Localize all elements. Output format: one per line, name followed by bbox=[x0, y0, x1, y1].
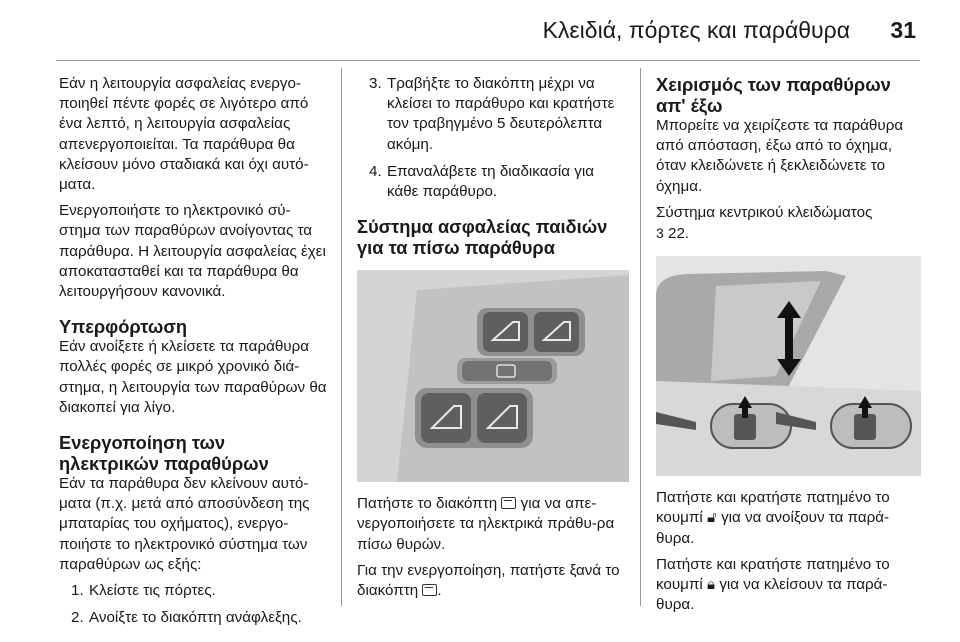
column-2 bbox=[357, 74, 629, 607]
car-window-and-keys-drawing bbox=[656, 256, 921, 476]
window-switch-panel-drawing bbox=[357, 270, 629, 482]
page-reference-icon: 3 bbox=[656, 225, 664, 242]
paragraph-lock-button: Πατήστε και κρατήστε πατημένο το κουμπί 🔒︎ για να κλείσουν τα παρά-θυρα. bbox=[656, 555, 890, 614]
steps-list-1 bbox=[59, 581, 327, 628]
window-switch-illustration bbox=[357, 270, 629, 482]
paragraph-child-lock-reactivate: Για την ενεργοποίηση, πατήστε ξανά το διακόπτη . bbox=[357, 561, 620, 600]
paragraph-unlock-button: Πατήστε και κρατήστε πατημένο το κουμπί 🔓︎ για να ανοίξουν τα παρά-θυρα. bbox=[656, 489, 890, 547]
paragraph-remote: Μπορείτε να χειρίζεστε τα παράθυρα από απόσταση, έξω από το όχημα, όταν κλειδώνετε ή ξεκλειδώνετε το όχημα. bbox=[656, 117, 904, 195]
list-item: 3. Τραβήξτε το διακόπτη μέχρι να κλείσει το παράθυρο και κρατήστε τον τραβηγμένο 5 δευτερόλεπτα ακόμη. bbox=[369, 75, 615, 153]
page-header bbox=[0, 0, 960, 68]
heading-child-safety: Σύστημα ασφαλείας παιδιών για τα πίσω παράθυρα bbox=[357, 216, 608, 259]
remote-key-illustration bbox=[656, 256, 921, 476]
unlock-icon: 🔓︎ bbox=[707, 509, 717, 527]
column-1 bbox=[59, 74, 327, 635]
paragraph-safety-disabled: Εάν η λειτουργία ασφαλείας ενεργο-ποιηθεί πέντε φορές σε λιγότερο από ένα λεπτό, η λειτουργία ασφαλείας απενεργοποιείται. Τα παράθυρα θα κλείσουν μόνο σταδιακά και όχι αυτό-ματα. bbox=[59, 75, 309, 194]
column-divider-2 bbox=[640, 68, 641, 606]
paragraph-central-locking-ref: Σύστημα κεντρικού κλειδώματος 3 22. bbox=[656, 203, 873, 243]
paragraph-overload: Εάν ανοίξετε ή κλείσετε τα παράθυρα πολλές φορές σε μικρό χρονικό διά-στημα, η λειτουργία των παραθύρων θα διακοπεί για λίγο. bbox=[59, 338, 327, 416]
list-item: 4. Επαναλάβετε τη διαδικασία για κάθε παράθυρο. bbox=[369, 162, 594, 201]
heading-overload: Υπερφόρτωση bbox=[59, 316, 187, 338]
column-divider-1 bbox=[341, 68, 342, 606]
child-lock-icon bbox=[422, 584, 437, 596]
list-item: 1. Κλείστε τις πόρτες. bbox=[71, 582, 216, 600]
child-lock-icon bbox=[501, 497, 516, 509]
header-divider bbox=[56, 60, 920, 61]
paragraph-child-lock: Πατήστε το διακόπτη για να απε-νεργοποιήσετε τα ηλεκτρικά πράθυ-ρα πίσω θυρών. bbox=[357, 495, 615, 553]
paragraph-reactivate: Ενεργοποιήστε το ηλεκτρονικό σύ-στημα των παραθύρων ανοίγοντας τα παράθυρα. Η λειτουργία ασφαλείας έχει αποκατασταθεί και τα παράθυρα θα λειτουργήσουν κανονικά. bbox=[59, 202, 326, 301]
heading-remote-windows: Χειρισμός των παραθύρων απ' έξω bbox=[656, 74, 891, 116]
steps-list-2 bbox=[357, 74, 629, 202]
list-item: 2. Ανοίξτε το διακόπτη ανάφλεξης. bbox=[71, 609, 302, 627]
paragraph-activation: Εάν τα παράθυρα δεν κλείνουν αυτό-ματα (π.χ. μετά από αποσύνδεση της μπαταρίας του οχήματος), ενεργο-ποιήστε το ηλεκτρονικό σύστημα των παραθύρων ως εξής: bbox=[59, 475, 310, 573]
lock-icon: 🔒︎ bbox=[707, 576, 716, 594]
column-3 bbox=[656, 74, 921, 621]
page-title: Κλειδιά, πόρτες και παράθυρα bbox=[542, 17, 850, 43]
page-number: 31 bbox=[890, 17, 916, 43]
heading-activation: Ενεργοποίηση των ηλεκτρικών παραθύρων bbox=[59, 432, 269, 475]
